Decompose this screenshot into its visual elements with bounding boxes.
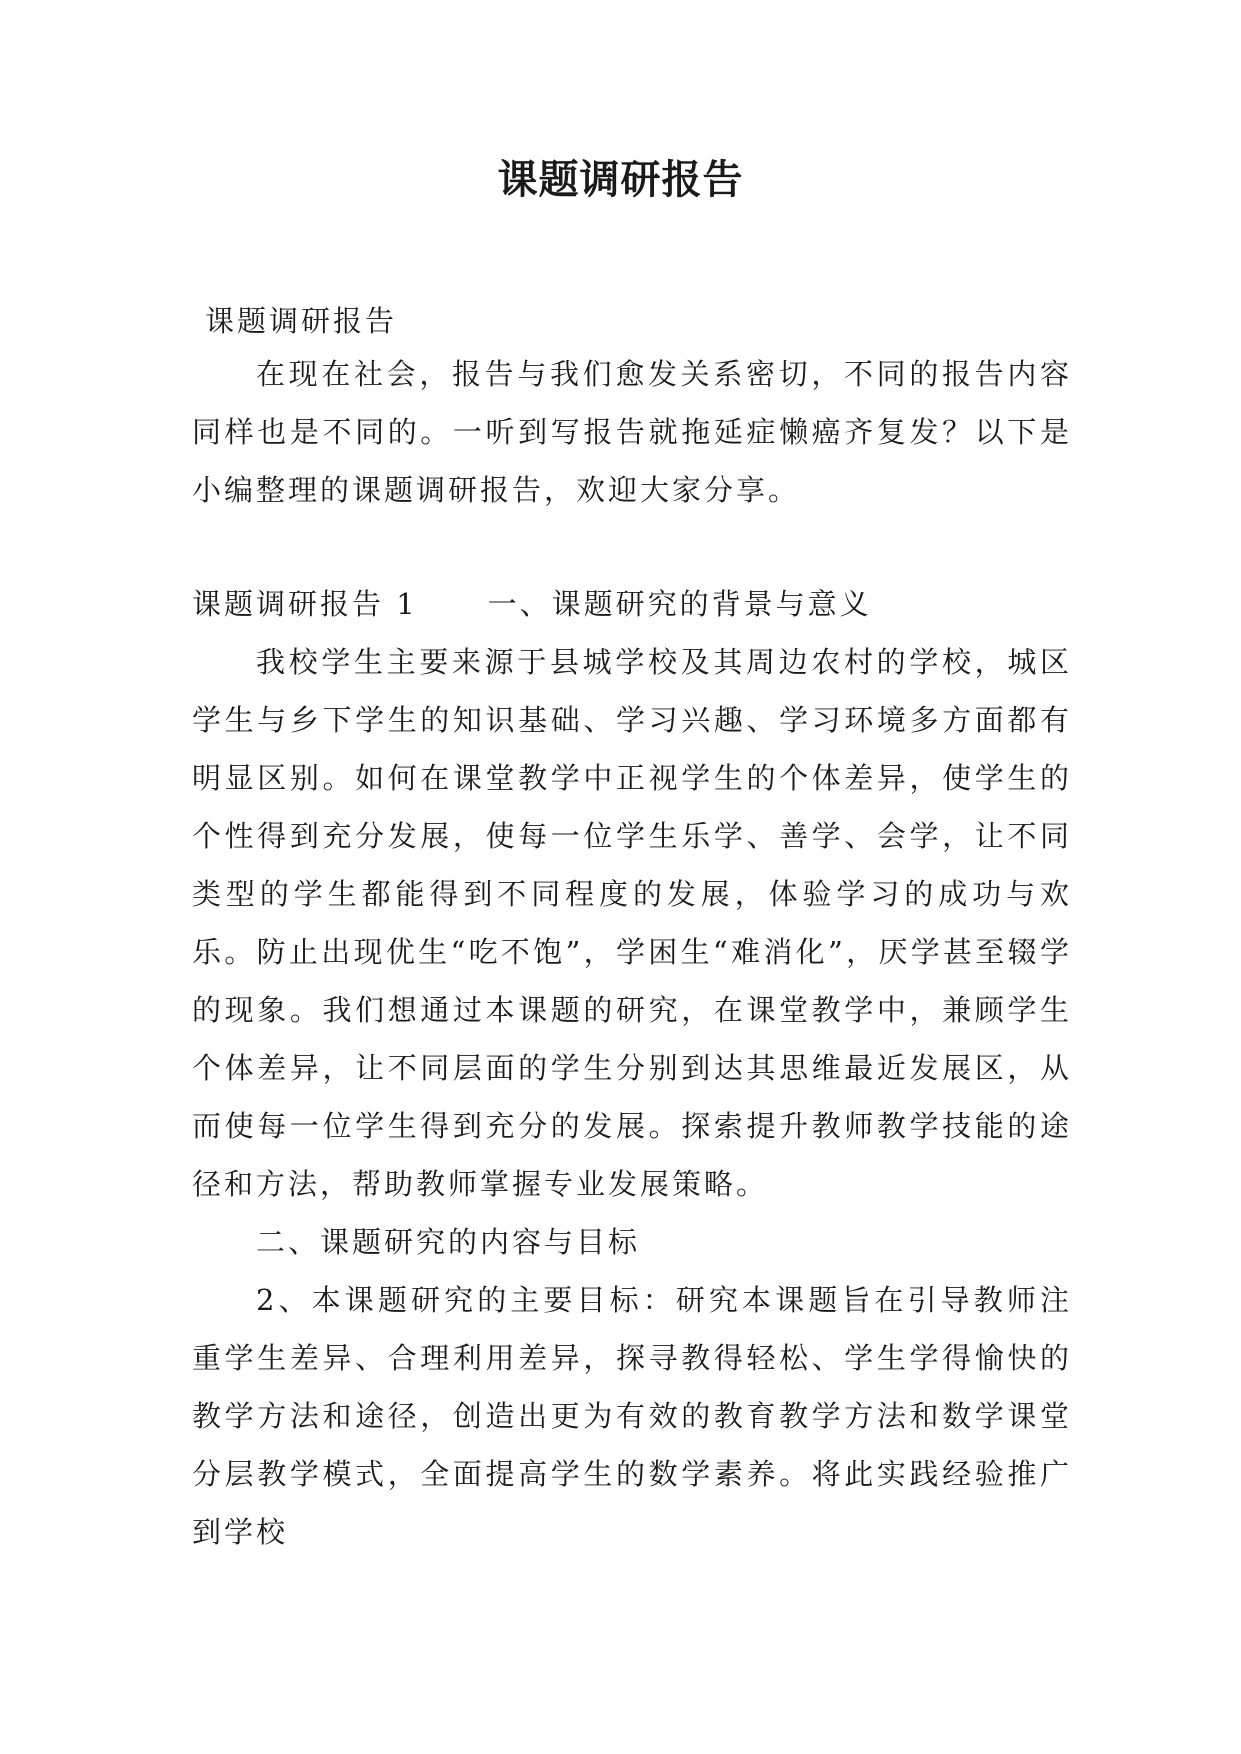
section1-heading-line: [192, 575, 872, 633]
section1-label: 课题调研报告 1: [192, 587, 418, 621]
body-block: [192, 633, 1072, 1561]
document-title: 课题调研报告: [497, 156, 744, 203]
document-subtitle: 课题调研报告: [205, 304, 398, 338]
intro-paragraph-block: [192, 345, 1072, 519]
section2-paragraph: 2、本课题研究的主要目标：研究本课题旨在引导教师注重学生差异、合理利用差异，探寻教得轻松、学生学得愉快的教学方法和途径，创造出更为有效的教育教学方法和数学课堂分层教学模式，全面提高学生的数学素养。将此实践经验推广到学校: [192, 1283, 1072, 1549]
section1-heading: 一、课题研究的背景与意义: [487, 587, 872, 621]
section2-heading: 二、课题研究的内容与目标: [256, 1225, 641, 1259]
intro-paragraph: 在现在社会，报告与我们愈发关系密切，不同的报告内容同样也是不同的。一听到写报告就拖延症懒癌齐复发？以下是小编整理的课题调研报告，欢迎大家分享。: [192, 357, 1072, 507]
section1-paragraph: 我校学生主要来源于县城学校及其周边农村的学校，城区学生与乡下学生的知识基础、学习兴趣、学习环境多方面都有明显区别。如何在课堂教学中正视学生的个体差异，使学生的个性得到充分发展，使每一位学生乐学、善学、会学，让不同类型的学生都能得到不同程度的发展，体验学习的成功与欢乐。防止出现优生“吃不饱”，学困生“难消化”，厌学甚至辍学的现象。我们想通过本课题的研究，在课堂教学中，兼顾学生个体差异，让不同层面的学生分别到达其思维最近发展区，从而使每一位学生得到充分的发展。探索提升教师教学技能的途径和方法，帮助教师掌握专业发展策略。: [192, 645, 1072, 1201]
